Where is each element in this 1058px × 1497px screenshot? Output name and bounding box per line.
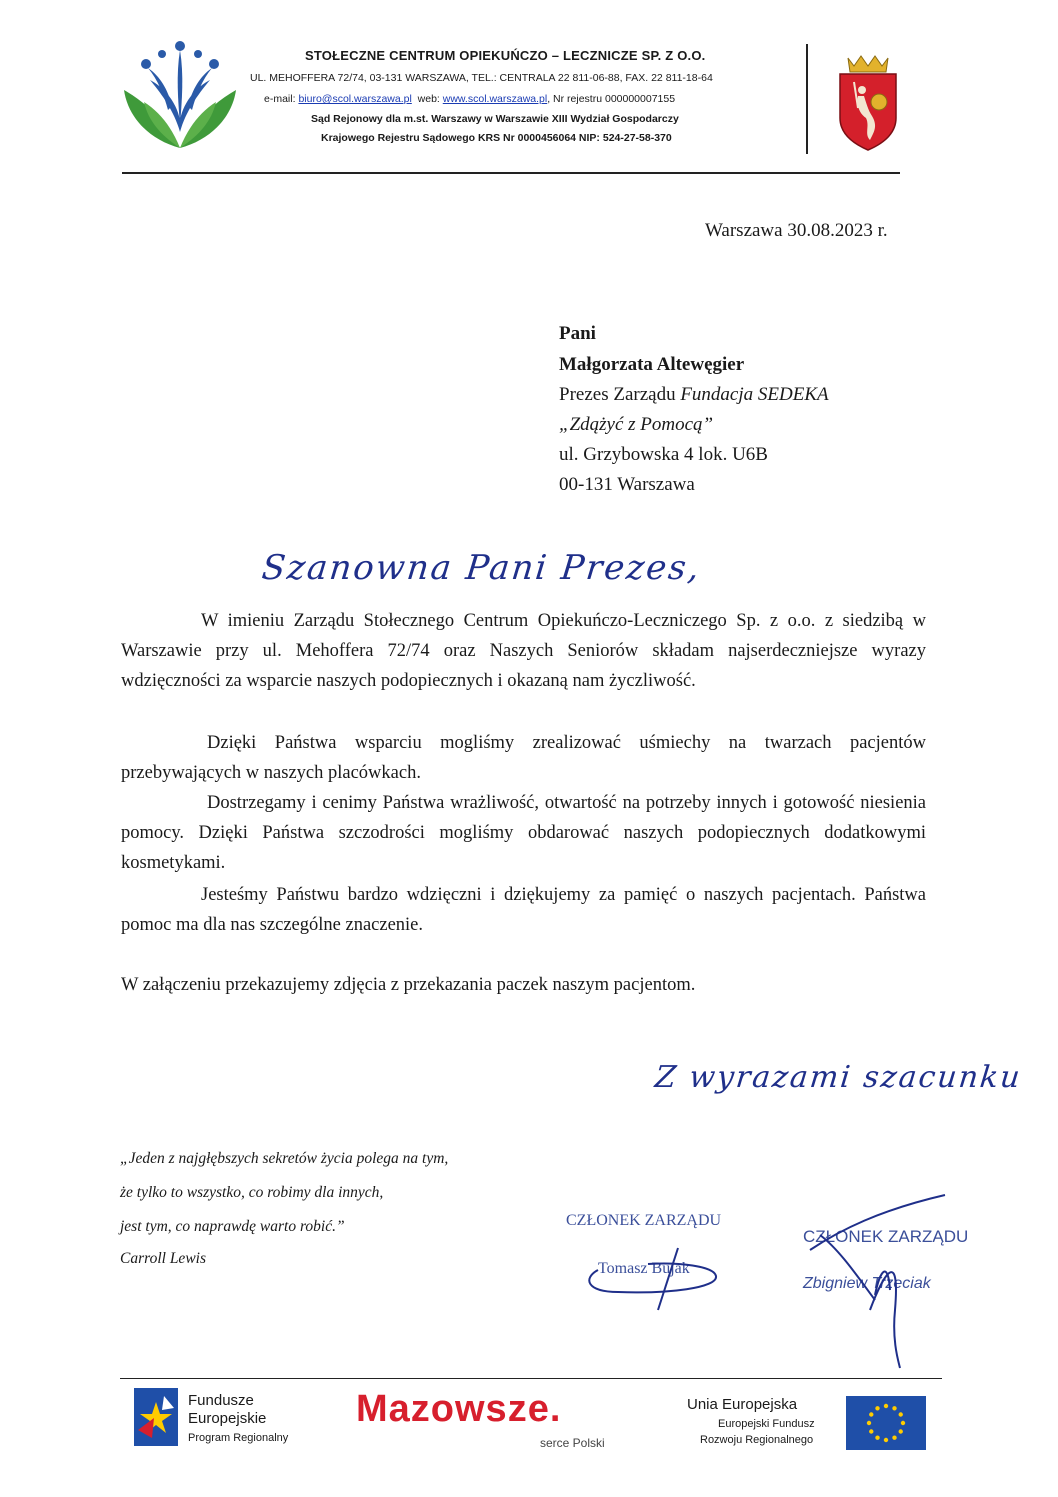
stamp-1-title: CZŁONEK ZARZĄDU bbox=[566, 1212, 722, 1229]
eu-star-icon bbox=[892, 1406, 896, 1410]
stamp-1-name: Tomasz Bujak bbox=[598, 1260, 690, 1277]
eu-star-icon bbox=[875, 1436, 879, 1440]
fundusze-europejskie-logo-icon bbox=[134, 1388, 178, 1446]
header-divider-vertical bbox=[806, 44, 808, 154]
recipient-title bbox=[559, 384, 829, 406]
fe-line-2: Europejskie bbox=[188, 1410, 267, 1427]
eu-star-icon bbox=[901, 1421, 905, 1425]
paragraph-3-text: Dostrzegamy i cenimy Państwa wrażliwość, otwartość na potrzeby innych i gotowość niesienia pomocy. Dzięki Państwa szczodrości mogliśmy obdarować naszych podopiecznych dodatkowymi kosmetykami. bbox=[121, 793, 926, 873]
handwritten-greeting: Szanowna Pani Prezes, bbox=[259, 548, 703, 588]
handwritten-closing: Z wyrazami szacunku bbox=[653, 1060, 1024, 1095]
eu-star-icon bbox=[899, 1429, 903, 1433]
recipient-city: 00-131 Warszawa bbox=[559, 474, 695, 495]
court-line-1: Sąd Rejonowy dla m.st. Warszawy w Warszawie XIII Wydział Gospodarczy bbox=[311, 113, 679, 125]
header-divider bbox=[122, 172, 900, 174]
recipient-motto: „Zdążyć z Pomocą” bbox=[559, 414, 714, 435]
eu-star-icon bbox=[875, 1406, 879, 1410]
footer-divider bbox=[120, 1378, 942, 1379]
court-line-2: Krajowego Rejestru Sądowego KRS Nr 0000456064 NIP: 524-27-58-370 bbox=[321, 132, 672, 144]
company-logo bbox=[120, 40, 240, 150]
letter-date: Warszawa 30.08.2023 r. bbox=[705, 220, 888, 241]
paragraph-2-text: Dzięki Państwa wsparciu mogliśmy zrealizować uśmiechy na twarzach pacjentów przebywających w naszych placówkach. bbox=[121, 733, 926, 783]
org-name: STOŁECZNE CENTRUM OPIEKUŃCZO – LECZNICZE SP. Z O.O. bbox=[305, 48, 706, 63]
signature-2 bbox=[800, 1190, 960, 1370]
paragraph-3 bbox=[121, 788, 926, 878]
eu-line-1: Unia Europejska bbox=[687, 1396, 798, 1413]
paragraph-4 bbox=[121, 880, 926, 940]
recipient-organization: Fundacja SEDEKA bbox=[680, 384, 829, 405]
mazowsze-tagline: serce Polski bbox=[540, 1436, 605, 1450]
eu-star-icon bbox=[884, 1438, 888, 1442]
email-label: e-mail: bbox=[264, 93, 296, 105]
org-address: UL. MEHOFFERA 72/74, 03-131 WARSZAWA, TEL.: CENTRALA 22 811-06-88, FAX. 22 811-18-64 bbox=[250, 72, 713, 84]
quote-line-1: „Jeden z najgłębszych sekretów życia polega na tym, bbox=[120, 1150, 449, 1167]
web-label: web: bbox=[417, 93, 440, 105]
mazowsze-logo: Mazowsze. bbox=[356, 1388, 562, 1430]
recipient-name: Małgorzata Altewęgier bbox=[559, 354, 745, 375]
fe-line-3: Program Regionalny bbox=[188, 1432, 289, 1444]
fe-line-1: Fundusze bbox=[188, 1392, 254, 1409]
eu-star-icon bbox=[892, 1436, 896, 1440]
stamp-2-title: CZŁONEK ZARZĄDU bbox=[803, 1227, 969, 1246]
paragraph-1 bbox=[121, 606, 926, 696]
org-contact bbox=[264, 93, 675, 105]
quote-line-3: jest tym, co naprawdę warto robić.” bbox=[120, 1218, 345, 1235]
eu-star-icon bbox=[884, 1404, 888, 1408]
web-link[interactable]: www.scol.warszawa.pl bbox=[442, 93, 548, 105]
paragraph-1-text: W imieniu Zarządu Stołecznego Centrum Opiekuńczo-Leczniczego Sp. z o.o. z siedzibą w Warszawie przy ul. Mehoffera 72/74 oraz Naszych Seniorów składam najserdeczniejsze wyrazy wdzięczności za wsparcie naszych podopiecznych i okazaną nam życzliwość. bbox=[121, 611, 926, 691]
paragraph-4-text: Jesteśmy Państwu bardzo wdzięczni i dziękujemy za pamięć o naszych pacjentach. Państwa pomoc ma dla nas szczególne znaczenie. bbox=[121, 885, 926, 935]
eu-line-2: Europejski Fundusz bbox=[718, 1418, 815, 1430]
email-link[interactable]: biuro@scol.warszawa.pl bbox=[298, 93, 412, 105]
eu-star-icon bbox=[867, 1421, 871, 1425]
paragraph-5-text: W załączeniu przekazujemy zdjęcia z przekazania paczek naszym pacjentom. bbox=[121, 975, 696, 995]
eu-star-icon bbox=[899, 1412, 903, 1416]
paragraph-5 bbox=[121, 970, 926, 1000]
eu-star-icon bbox=[869, 1412, 873, 1416]
paragraph-2 bbox=[121, 728, 926, 788]
recipient-street: ul. Grzybowska 4 lok. U6B bbox=[559, 444, 768, 465]
stamp-2-name: Zbigniew Trzeciak bbox=[803, 1275, 931, 1292]
registry-number: , Nr rejestru 000000007155 bbox=[547, 93, 676, 105]
warsaw-crest-icon bbox=[834, 52, 902, 152]
eu-line-3: Rozwoju Regionalnego bbox=[700, 1434, 814, 1446]
recipient-title-prefix: Prezes Zarządu bbox=[559, 384, 676, 405]
signature-1 bbox=[578, 1240, 738, 1315]
eu-star-icon bbox=[869, 1429, 873, 1433]
eu-flag-icon bbox=[846, 1396, 926, 1450]
recipient-salutation: Pani bbox=[559, 323, 596, 344]
quote-line-2: że tylko to wszystko, co robimy dla innych, bbox=[120, 1184, 384, 1201]
quote-author: Carroll Lewis bbox=[120, 1250, 206, 1267]
